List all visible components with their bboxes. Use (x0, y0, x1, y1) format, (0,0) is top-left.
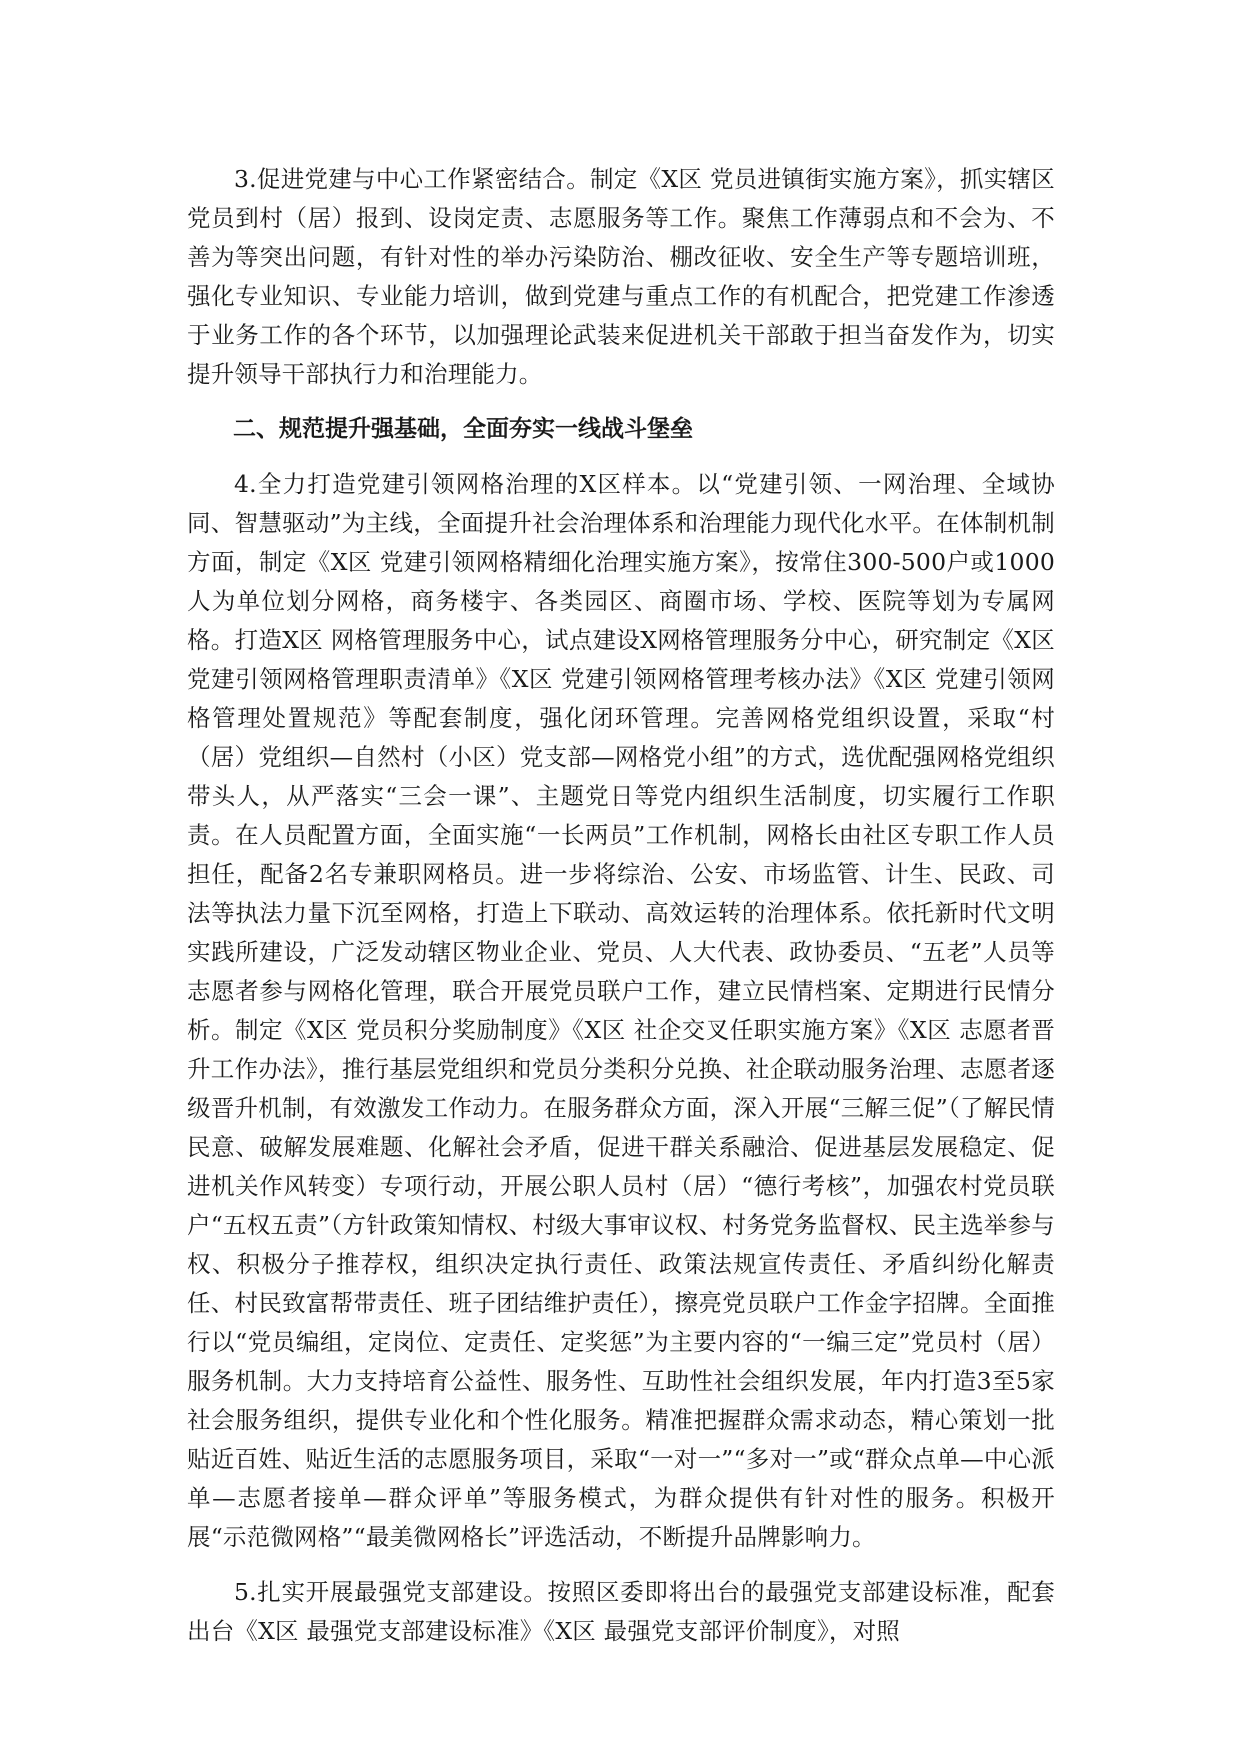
section-heading-2: 二、规范提升强基础，全面夯实一线战斗堡垒 (233, 416, 693, 442)
paragraph-gap (187, 449, 1055, 465)
paragraph-5: 5.扎实开展最强党支部建设。按照区委即将出台的最强党支部建设标准，配套出台《X区 最强党支部建设标准》《X区 最强党支部评价制度》，对照 (187, 1578, 1055, 1645)
paragraph-gap (187, 1557, 1055, 1573)
paragraph-3: 3.促进党建与中心工作紧密结合。制定《X区 党员进镇街实施方案》，抓实辖区党员到村（居）报到、设岗定责、志愿服务等工作。聚焦工作薄弱点和不会为、不善为等突出问题，有针对性的举办污染防治、棚改征收、安全生产等专题培训班，强化专业知识、专业能力培训，做到党建与重点工作的有机配合，把党建工作渗透于业务工作的各个环节，以加强理论武装来促进机关干部敢于担当奋发作为，切实提升领导干部执行力和治理能力。 (187, 165, 1055, 388)
paragraph-gap (187, 394, 1055, 410)
document-page (187, 160, 1055, 1651)
paragraph-4: 4.全力打造党建引领网格治理的X区样本。以“党建引领、一网治理、全域协同、智慧驱动”为主线，全面提升社会治理体系和治理能力现代化水平。在体制机制方面，制定《X区 党建引领网格精细化治理实施方案》，按常住300-500户或1000人为单位划分网格，商务楼宇、各类园区、商圈市场、学校、医院等划为专属网格。打造X区 网格管理服务中心，试点建设X网格管理服务分中心，研究制定《X区 党建引领网格管理职责清单》《X区 党建引领网格管理考核办法》《X区 党建引领网格管理处置规范》等配套制度，强化闭环管理。完善网格党组织设置，采取“村（居）党组织—自然村（小区）党支部—网格党小组”的方式，选优配强网格党组织带头人，从严落实“三会一课”、主题党日等党内组织生活制度，切实履行工作职责。在人员配置方面，全面实施“一长两员”工作机制，网格长由社区专职工作人员担任，配备2名专兼职网格员。进一步将综治、公安、市场监管、计生、民政、司法等执法力量下沉至网格，打造上下联动、高效运转的治理体系。依托新时代文明实践所建设，广泛发动辖区物业企业、党员、人大代表、政协委员、“五老”人员等志愿者参与网格化管理，联合开展党员联户工作，建立民情档案、定期进行民情分析。制定《X区 党员积分奖励制度》《X区 社企交叉任职实施方案》《X区 志愿者晋升工作办法》，推行基层党组织和党员分类积分兑换、社企联动服务治理、志愿者逐级晋升机制，有效激发工作动力。在服务群众方面，深入开展“三解三促”（了解民情民意、破解发展难题、化解社会矛盾，促进干群关系融洽、促进基层发展稳定、促进机关作风转变）专项行动，开展公职人员村（居）“德行考核”，加强农村党员联户“五权五责”（方针政策知情权、村级大事审议权、村务党务监督权、民主选举参与权、积极分子推荐权，组织决定执行责任、政策法规宣传责任、矛盾纠纷化解责任、村民致富帮带责任、班子团结维护责任），擦亮党员联户工作金字招牌。全面推行以“党员编组，定岗位、定责任、定奖惩”为主要内容的“一编三定”党员村（居）服务机制。大力支持培育公益性、服务性、互助性社会组织发展，年内打造3至5家社会服务组织，提供专业化和个性化服务。精准把握群众需求动态，精心策划一批贴近百姓、贴近生活的志愿服务项目，采取“一对一”“多对一”或“群众点单—中心派单—志愿者接单—群众评单”等服务模式，为群众提供有针对性的服务。积极开展“示范微网格”“最美微网格长”评选活动，不断提升品牌影响力。 (187, 470, 1055, 1551)
